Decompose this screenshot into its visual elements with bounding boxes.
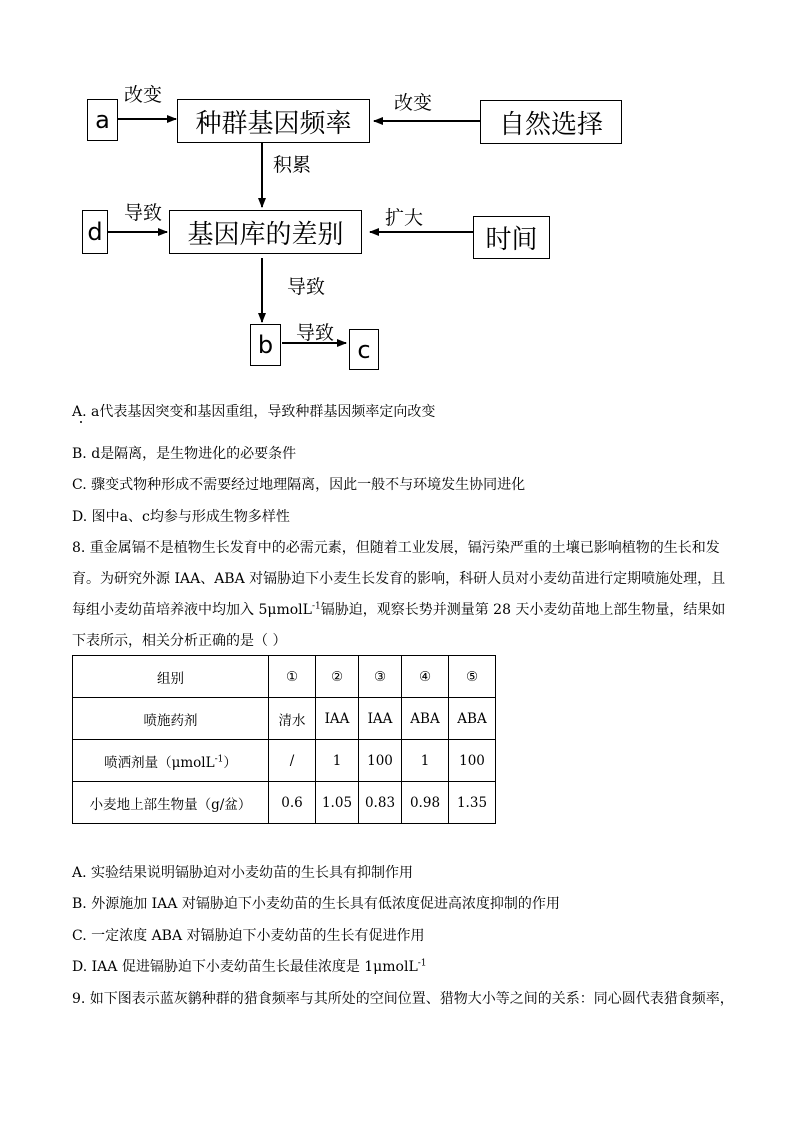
table-row (73, 698, 496, 740)
table-cell: IAA (359, 698, 402, 740)
q8-option-d-pre: D. IAA 促进镉胁迫下小麦幼苗生长最佳浓度是 1μmolL (72, 959, 418, 975)
table-cell: 100 (359, 740, 402, 782)
label-expand: 扩大 (385, 207, 424, 229)
table-cell: 组别 (73, 656, 269, 698)
node-natural-selection: 自然选择 (480, 100, 622, 144)
q8-stem-line4: 下表所示，相关分析正确的是（ ） (72, 633, 287, 649)
q7-option-c: C. 骤变式物种形成不需要经过地理隔离，因此一般不与环境发生协同进化 (72, 477, 526, 493)
q8-option-d-sup: -1 (417, 958, 427, 969)
q7-option-a: A. a代表基因突变和基因重组，导致种群基因频率定向改变 (72, 404, 436, 420)
q8-line3-sup: -1 (311, 601, 321, 612)
table-cell: ② (316, 656, 359, 698)
q7-option-d: D. 图中a、c均参与形成生物多样性 (72, 509, 290, 525)
table-cell: 1.05 (316, 782, 359, 824)
table-cell: 100 (449, 740, 496, 782)
dose-label-post: ） (223, 754, 237, 771)
dose-label-sup: -1 (214, 754, 224, 764)
table-cell: 0.83 (359, 782, 402, 824)
node-gene-pool-difference: 基因库的差别 (169, 210, 362, 254)
label-a-change: 改变 (124, 84, 163, 106)
table-cell: ⑤ (449, 656, 496, 698)
table-header-row (73, 656, 496, 698)
node-a: a (87, 99, 118, 141)
q7-option-b: B. d是隔离，是生物进化的必要条件 (72, 446, 297, 462)
node-d: d (82, 210, 108, 254)
table-cell: 1 (316, 740, 359, 782)
table-cell: ABA (449, 698, 496, 740)
q8-stem-line3 (72, 599, 725, 619)
table-row (73, 740, 496, 782)
table-cell: 0.6 (269, 782, 316, 824)
node-gene-frequency: 种群基因频率 (177, 99, 370, 143)
label-b-cause: 导致 (296, 322, 335, 344)
node-c: c (349, 329, 379, 370)
label-selection-change: 改变 (394, 92, 433, 114)
node-time: 时间 (473, 216, 550, 259)
label-accumulate: 积累 (273, 154, 312, 176)
table-cell: ① (269, 656, 316, 698)
q8-option-a: A. 实验结果说明镉胁迫对小麦幼苗的生长具有抑制作用 (72, 865, 414, 881)
diagram-arrows (0, 0, 794, 390)
node-b: b (250, 324, 281, 366)
q8-stem-line2: 育。为研究外源 IAA、ABA 对镉胁迫下小麦生长发育的影响，科研人员对小麦幼苗进行定期喷施处理，且 (72, 571, 726, 587)
stray-mark (80, 421, 82, 423)
table-cell: IAA (316, 698, 359, 740)
table-cell: / (269, 740, 316, 782)
dose-label-pre: 喷洒剂量（μmolL (104, 754, 215, 771)
q8-option-c: C. 一定浓度 ABA 对镉胁迫下小麦幼苗的生长有促进作用 (72, 928, 425, 944)
table-cell: ④ (402, 656, 449, 698)
q8-option-b: B. 外源施加 IAA 对镉胁迫下小麦幼苗的生长具有低浓度促进高浓度抑制的作用 (72, 896, 560, 912)
table-cell: ③ (359, 656, 402, 698)
q8-line3-post: 镉胁迫，观察长势并测量第 28 天小麦幼苗地上部生物量，结果如 (320, 602, 726, 618)
label-d-cause: 导致 (124, 202, 163, 224)
table-cell: 小麦地上部生物量（g/盆） (73, 782, 269, 824)
table-cell-dose-label (73, 740, 269, 782)
table-cell: 0.98 (402, 782, 449, 824)
table-cell: ABA (402, 698, 449, 740)
q8-stem-line1: 8. 重金属镉不是植物生长发育中的必需元素，但随着工业发展，镉污染严重的土壤已影响植物的生长和发 (72, 540, 720, 556)
q8-results-table (72, 655, 496, 824)
label-pool-cause: 导致 (287, 276, 326, 298)
evolution-diagram (0, 0, 794, 390)
table-cell: 1 (402, 740, 449, 782)
table-cell: 清水 (269, 698, 316, 740)
table-cell: 喷施药剂 (73, 698, 269, 740)
table-cell: 1.35 (449, 782, 496, 824)
q8-line3-pre: 每组小麦幼苗培养液中均加入 5μmolL (72, 602, 312, 618)
q8-option-d (72, 956, 427, 976)
table-row (73, 782, 496, 824)
q9-stem-line1: 9. 如下图表示蓝灰鹟种群的猎食频率与其所处的空间位置、猎物大小等之间的关系：同心圆代表猎食频率， (72, 991, 734, 1007)
